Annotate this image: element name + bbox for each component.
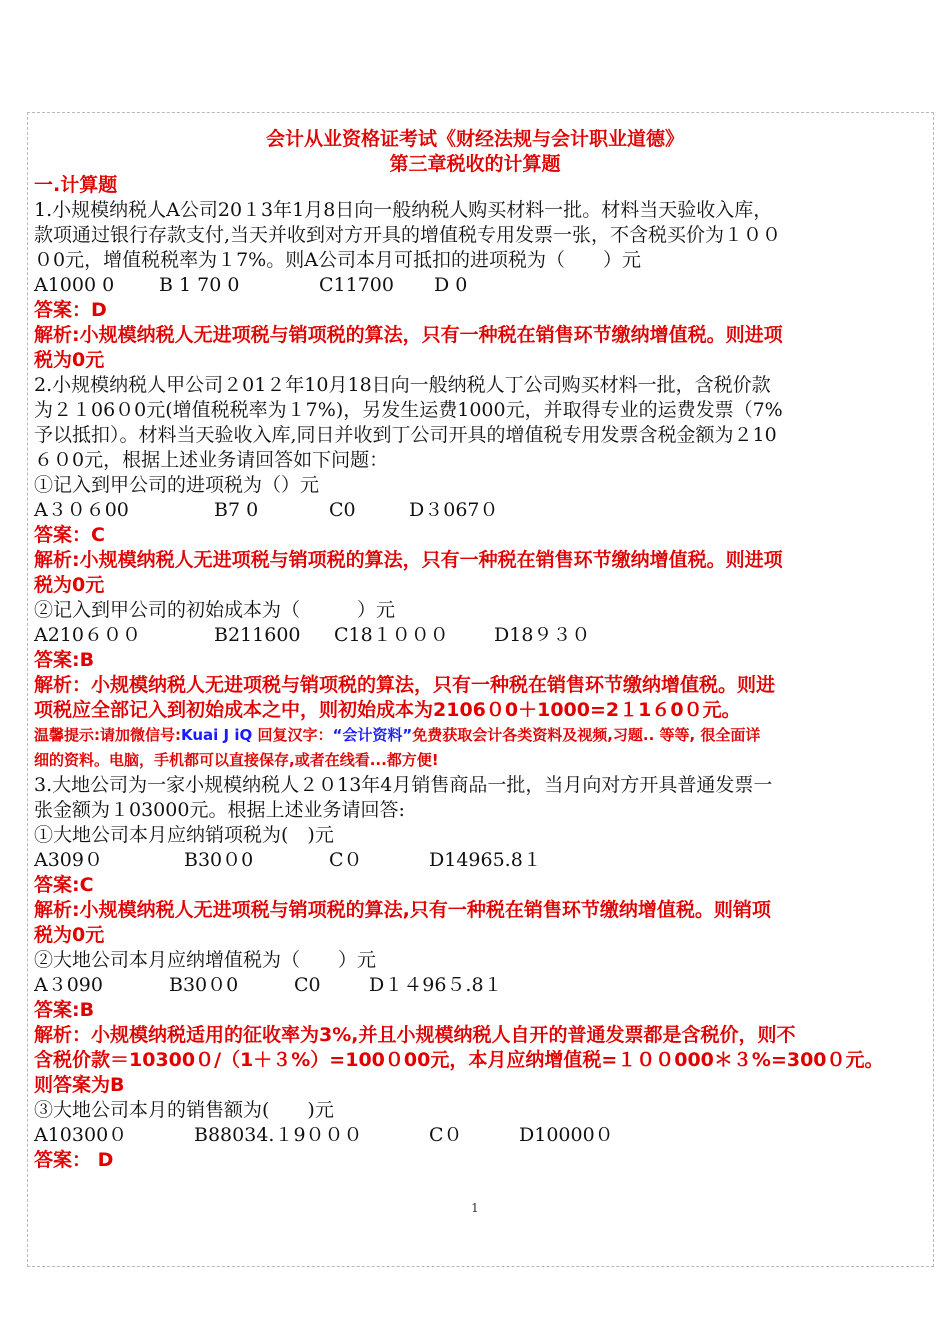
question-text: ①大地公司本月应纳销项税为( )元	[34, 824, 334, 846]
option-a: A1000 0	[34, 274, 115, 296]
question-text: ０0元，增值税税率为１7%。则A公司本月可抵扣的进项税为（ ）元	[34, 249, 641, 271]
option-d: D３067０	[409, 499, 499, 521]
question-text: ６０0元，根据上述业务请回答如下问题：	[34, 449, 389, 471]
option-c: C０	[429, 1124, 463, 1146]
explanation-text: 解析：小规模纳税人无进项税与销项税的算法，只有一种税在销售环节缴纳增值税。则进	[34, 674, 776, 696]
question-text: ②记入到甲公司的初始成本为（ ）元	[34, 599, 396, 621]
tip-pre: 细的资料。电脑，手机都可以直接保存,或者在线看...都方便!	[34, 751, 439, 769]
option-d: D14965.8１	[429, 849, 542, 871]
tip-pre: 温馨提示:请加微信号:	[34, 726, 181, 744]
answer-options	[34, 1123, 929, 1148]
question-text: 予以抵扣）。材料当天验收入库,同日并收到丁公司开具的增值税专用发票含税金额为２10	[34, 424, 777, 446]
option-a: A210６００	[34, 624, 141, 646]
option-d: D10000０	[519, 1124, 614, 1146]
question-text: ③大地公司本月的销售额为( )元	[34, 1099, 334, 1121]
question-text: 1.小规模纳税人A公司20１3年1月8日向一般纳税人购买材料一批。材料当天验收入库，	[34, 199, 773, 221]
option-c: C0	[329, 499, 356, 521]
option-b: B211600	[214, 624, 301, 646]
tip-mid: 回复汉字：	[252, 726, 333, 744]
option-d: D 0	[434, 274, 468, 296]
section-heading: 一.计算题	[34, 174, 118, 196]
question-text: ①记入到甲公司的进项税为（）元	[34, 474, 320, 496]
tip-blue2: “会计资料”	[332, 726, 413, 744]
explanation-text: 税为0元	[34, 574, 105, 596]
option-b: B 1 70 0	[159, 274, 240, 296]
option-c: C0	[294, 974, 321, 996]
option-a: A309０	[34, 849, 103, 871]
answer-options	[34, 273, 929, 298]
answer-text: 答案：D	[34, 299, 107, 321]
promo-tip	[34, 723, 929, 748]
option-b: B7 0	[214, 499, 259, 521]
explanation-text: 则答案为B	[34, 1074, 125, 1096]
explanation-text: 税为0元	[34, 349, 105, 371]
explanation-text: 含税价款＝10300０/（1＋３%）=100０00元，本月应纳增值税=１００000＊３%=300０元。	[34, 1049, 884, 1071]
answer-text: 答案:C	[34, 874, 94, 896]
answer-text: 答案:B	[34, 999, 95, 1021]
option-c: C18１０００	[334, 624, 449, 646]
option-a: A10300０	[34, 1124, 128, 1146]
document-body	[34, 173, 929, 1173]
question-text: 款项通过银行存款支付,当天并收到对方开具的增值税专用发票一张，不含税买价为１００	[34, 224, 782, 246]
answer-options	[34, 973, 929, 998]
option-d: D１４96５.8１	[369, 974, 503, 996]
answer-options	[34, 498, 929, 523]
option-c: C11700	[319, 274, 394, 296]
answer-options	[34, 623, 929, 648]
explanation-text: 解析:小规模纳税人无进项税与销项税的算法，只有一种税在销售环节缴纳增值税。则进项	[34, 549, 783, 571]
question-text: ②大地公司本月应纳增值税为（ ）元	[34, 949, 377, 971]
option-b: B88034.１9０００	[194, 1124, 363, 1146]
option-d: D18９３０	[494, 624, 591, 646]
answer-options	[34, 848, 929, 873]
question-text: 2.小规模纳税人甲公司２01２年10月18日向一般纳税人丁公司购买材料一批，含税价款	[34, 374, 771, 396]
question-text: 张金额为１03000元。根据上述业务请回答:	[34, 799, 405, 821]
question-lines	[34, 198, 929, 1173]
answer-text: 答案:B	[34, 649, 95, 671]
chapter-title: 第三章税收的计算题	[389, 153, 561, 175]
question-text: 为２１06０0元(增值税税率为１7%)，另发生运费1000元，并取得专业的运费发票（7%	[34, 399, 783, 421]
explanation-text: 解析：小规模纳税适用的征收率为3%,并且小规模纳税人自开的普通发票都是含税价，则不	[34, 1024, 796, 1046]
page-number: 1	[471, 1201, 479, 1215]
answer-text: 答案： D	[34, 1149, 114, 1171]
answer-text: 答案：C	[34, 524, 105, 546]
option-a: A３090	[34, 974, 103, 996]
option-c: C０	[329, 849, 363, 871]
question-text: 3.大地公司为一家小规模纳税人２０13年4月销售商品一批，当月向对方开具普通发票一	[34, 774, 773, 796]
explanation-text: 税为0元	[34, 924, 105, 946]
tip-post: 免费获取会计各类资料及视频,习题.. 等等, 很全面详	[412, 726, 761, 744]
document-title: 会计从业资格证考试《财经法规与会计职业道德》	[265, 128, 684, 150]
option-b: B30０0	[169, 974, 239, 996]
explanation-text: 项税应全部记入到初始成本之中，则初始成本为2106０0＋1000=2１1６0０元。	[34, 699, 741, 721]
option-b: B30０0	[184, 849, 254, 871]
tip-blue: Kuai J iQ	[181, 726, 253, 744]
explanation-text: 解析:小规模纳税人无进项税与销项税的算法，只有一种税在销售环节缴纳增值税。则进项	[34, 324, 783, 346]
explanation-text: 解析:小规模纳税人无进项税与销项税的算法,只有一种税在销售环节缴纳增值税。则销项	[34, 899, 771, 921]
option-a: A３０６00	[34, 499, 129, 521]
promo-tip	[34, 748, 929, 773]
